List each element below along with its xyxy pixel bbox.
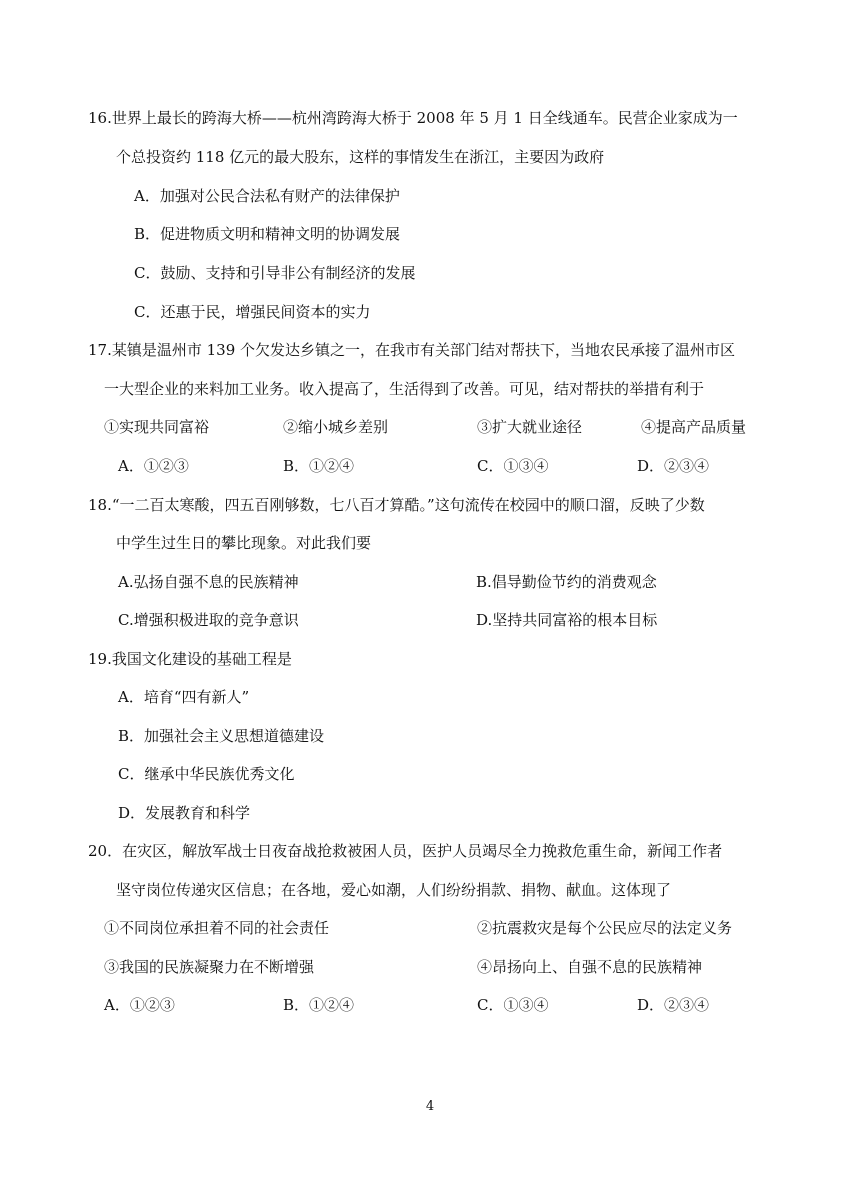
q17-choice-d: D．②③④ bbox=[637, 457, 710, 475]
q19-option-a: A．培育“四有新人” bbox=[118, 688, 250, 706]
q19-option-d: D．发展教育和科学 bbox=[118, 804, 251, 822]
q18-stem-line1: 18.“一二百太寒酸，四五百刚够数，七八百才算酷。”这句流传在校园中的顺口溜，反映了少数 bbox=[88, 496, 705, 514]
q20-item-4: ④昂扬向上、自强不息的民族精神 bbox=[477, 958, 703, 976]
page-number: 4 bbox=[425, 1099, 435, 1114]
q20-choice-b: B．①②④ bbox=[283, 996, 355, 1014]
q20-choice-a: A．①②③ bbox=[104, 996, 175, 1014]
q19-stem: 19.我国文化建设的基础工程是 bbox=[88, 650, 292, 668]
q17-choice-c: C．①③④ bbox=[477, 457, 549, 475]
q20-item-2: ②抗震救灾是每个公民应尽的法定义务 bbox=[477, 919, 733, 937]
q20-stem-line2: 坚守岗位传递灾区信息；在各地，爱心如潮，人们纷纷捐款、捐物、献血。这体现了 bbox=[116, 881, 672, 899]
q16-option-c2: C．还惠于民，增强民间资本的实力 bbox=[134, 303, 371, 321]
q18-option-b: B.倡导勤俭节约的消费观念 bbox=[476, 573, 657, 591]
q16-option-b: B．促进物质文明和精神文明的协调发展 bbox=[134, 225, 401, 243]
q20-choice-c: C．①③④ bbox=[477, 996, 549, 1014]
q16-option-c: C．鼓励、支持和引导非公有制经济的发展 bbox=[134, 264, 416, 282]
q17-choice-b: B．①②④ bbox=[283, 457, 355, 475]
q16-option-a: A．加强对公民合法私有财产的法律保护 bbox=[134, 187, 400, 205]
q18-stem-line2: 中学生过生日的攀比现象。对此我们要 bbox=[116, 534, 372, 552]
q16-stem-line1: 16.世界上最长的跨海大桥——杭州湾跨海大桥于 2008 年 5 月 1 日全线通车。民营企业家成为一 bbox=[88, 109, 738, 127]
q19-option-b: B．加强社会主义思想道德建设 bbox=[118, 727, 325, 745]
q17-choice-a: A．①②③ bbox=[118, 457, 189, 475]
q20-stem-line1: 20．在灾区，解放军战士日夜奋战抢救被困人员，医护人员竭尽全力挽救危重生命，新闻工作者 bbox=[88, 842, 723, 860]
q18-option-c: C.增强积极进取的竞争意识 bbox=[118, 611, 299, 629]
q20-item-3: ③我国的民族凝聚力在不断增强 bbox=[104, 958, 315, 976]
q20-item-1: ①不同岗位承担着不同的社会责任 bbox=[104, 919, 330, 937]
q19-option-c: C．继承中华民族优秀文化 bbox=[118, 765, 295, 783]
q20-choice-d: D．②③④ bbox=[637, 996, 710, 1014]
q17-stem-line1: 17.某镇是温州市 139 个欠发达乡镇之一，在我市有关部门结对帮扶下，当地农民承接了温州市区 bbox=[88, 341, 736, 359]
q18-option-d: D.坚持共同富裕的根本目标 bbox=[476, 611, 658, 629]
q17-item-1: ①实现共同富裕 bbox=[104, 418, 210, 436]
q17-stem-line2: 一大型企业的来料加工业务。收入提高了，生活得到了改善。可见，结对帮扶的举措有利于 bbox=[104, 380, 705, 398]
q16-stem-line2: 个总投资约 118 亿元的最大股东，这样的事情发生在浙江，主要因为政府 bbox=[116, 148, 605, 166]
q17-item-2: ②缩小城乡差别 bbox=[283, 418, 389, 436]
q18-option-a: A.弘扬自强不息的民族精神 bbox=[118, 573, 299, 591]
q17-item-3: ③扩大就业途径 bbox=[477, 418, 583, 436]
q17-item-4: ④提高产品质量 bbox=[641, 418, 747, 436]
